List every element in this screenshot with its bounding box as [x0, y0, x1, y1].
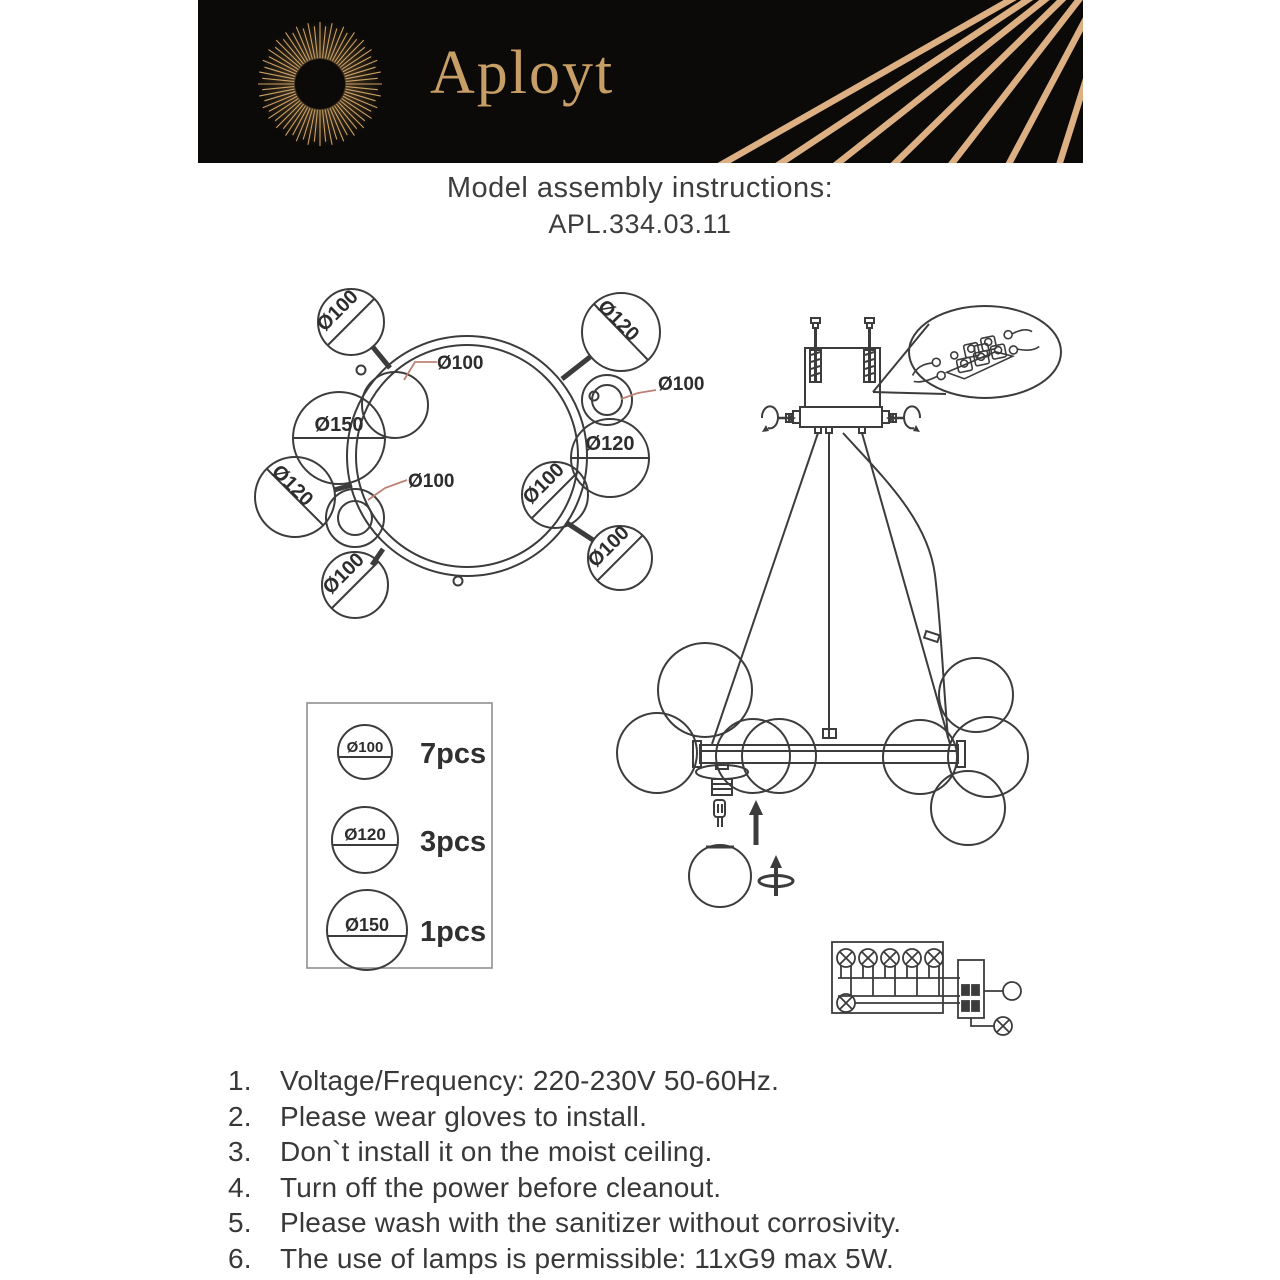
legend-box	[307, 703, 492, 970]
lamp-symbols-top	[837, 949, 943, 967]
legend-quantity: 1pcs	[420, 916, 487, 948]
item-number: 1.	[228, 1065, 252, 1096]
diameter-label: Ø100	[518, 458, 569, 509]
diameter-label: Ø150	[314, 414, 364, 436]
list-item	[228, 1063, 1088, 1099]
item-text: Voltage/Frequency: 220-230V 50-60Hz.	[280, 1065, 780, 1096]
list-item	[228, 1205, 1088, 1241]
sphere-connectors	[334, 346, 593, 565]
suspension-cables	[712, 427, 950, 744]
instructions-list	[228, 1063, 1088, 1276]
diameter-label: Ø100	[408, 471, 455, 492]
legend-quantity: 7pcs	[420, 738, 487, 770]
terminal-block-icon	[908, 325, 1043, 389]
diameter-label: Ø100	[437, 353, 484, 374]
list-item	[228, 1134, 1088, 1170]
rotate-arrow-icon	[759, 855, 793, 896]
item-number: 2.	[228, 1100, 252, 1132]
ring-hole	[357, 366, 366, 375]
frame-ring-inner	[356, 345, 578, 567]
legend-diameter: Ø120	[344, 825, 386, 844]
diameter-label: Ø100	[312, 285, 363, 336]
mounting-detail-bubble	[873, 306, 1061, 398]
legend-diameter: Ø150	[344, 915, 390, 935]
canopy-plate	[800, 407, 882, 427]
item-text: Please wash with the sanitizer without corrosivity.	[280, 1207, 902, 1238]
power-cord	[843, 433, 948, 738]
fixture-bar	[693, 741, 965, 767]
list-item	[228, 1170, 1088, 1206]
diameter-label: Ø120	[267, 460, 318, 511]
diameter-label: Ø100	[658, 374, 705, 395]
g9-bulb-icon	[714, 800, 725, 827]
page-title: Model assembly instructions:	[446, 172, 834, 204]
item-number: 6.	[228, 1242, 252, 1274]
item-text: Please wear gloves to install.	[280, 1100, 648, 1132]
cord-clamp	[924, 631, 939, 642]
terminal-strip	[958, 960, 984, 1018]
item-number: 3.	[228, 1136, 252, 1167]
diameter-label: Ø100	[318, 548, 369, 599]
wiring-lines	[838, 966, 960, 1003]
legend-quantity: 3pcs	[420, 826, 487, 858]
item-text: Turn off the power before cleanout.	[280, 1171, 722, 1203]
side-screw-left	[762, 406, 796, 432]
side-view-diagram	[617, 306, 1061, 907]
list-item	[228, 1241, 1088, 1277]
item-number: 4.	[228, 1171, 252, 1203]
item-text: Don`t install it on the moist ceiling.	[280, 1136, 713, 1167]
brand-name: Aployt	[430, 39, 615, 107]
mounting-screws	[810, 318, 875, 382]
legend-diameter: Ø100	[346, 739, 384, 756]
insert-arrow-icon	[749, 800, 763, 845]
side-screw-right	[886, 406, 920, 432]
item-text: The use of lamps is permissible: 11xG9 max 5W.	[280, 1242, 895, 1274]
item-number: 5.	[228, 1207, 252, 1238]
wiring-diagram	[832, 942, 1021, 1035]
detached-sphere	[689, 845, 751, 907]
ring-hole	[454, 577, 463, 586]
power-source-symbol	[1003, 982, 1021, 1000]
side-view-spheres-left	[617, 643, 816, 793]
diameter-label: Ø120	[593, 295, 644, 346]
list-item	[228, 1099, 1088, 1135]
top-view-labels	[267, 286, 704, 599]
model-number: APL.334.03.11	[548, 209, 732, 239]
diameter-label: Ø120	[585, 433, 635, 455]
diameter-label: Ø100	[583, 521, 634, 572]
